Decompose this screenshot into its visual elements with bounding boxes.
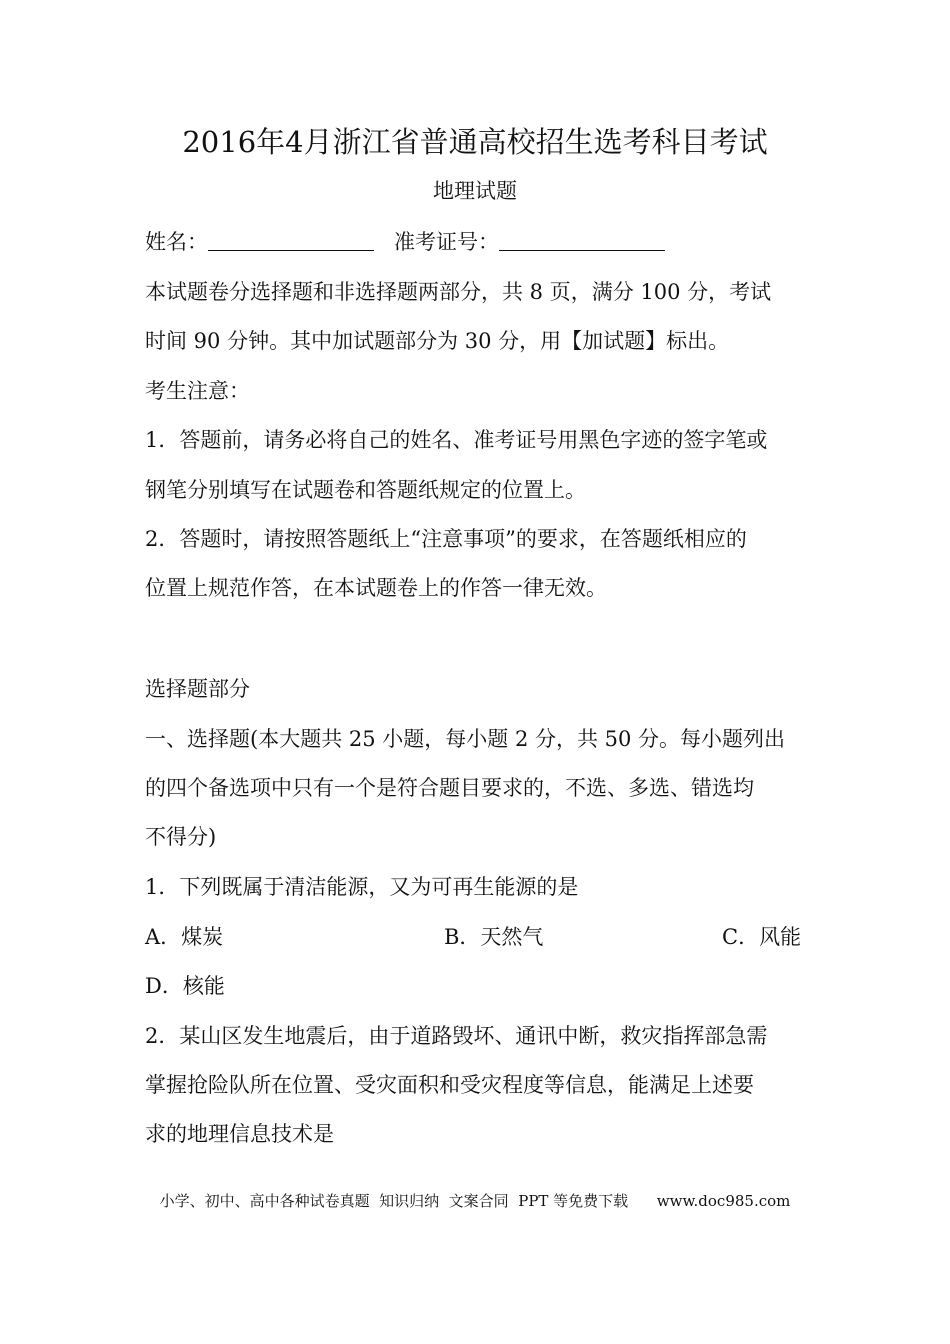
question-1: 1．下列既属于清洁能源，又为可再生能源的是 — [145, 875, 579, 899]
notice-item: 1．答题前，请务必将自己的姓名、准考证号用黑色字迹的签字笔或 — [145, 428, 768, 452]
page-footer: 小学、初中、高中各种试卷真题 知识归纳 文案合同 PPT 等免费下载 www.doc985.com — [159, 1192, 791, 1210]
notice-item: 钢笔分别填写在试题卷和答题纸规定的位置上。 — [145, 478, 586, 502]
intro-line: 时间 90 分钟。其中加试题部分为 30 分，用【加试题】标出。 — [145, 329, 730, 353]
notice-heading: 考生注意： — [145, 379, 250, 403]
option-c: C．风能 — [722, 925, 802, 949]
exam-title: 2016年4月浙江省普通高校招生选考科目考试 — [182, 125, 768, 159]
exam-id-blank — [499, 228, 665, 251]
name-blank — [208, 228, 374, 251]
option-b: B．天然气 — [444, 925, 544, 949]
exam-subtitle: 地理试题 — [433, 179, 517, 203]
question-2: 2．某山区发生地震后，由于道路毁坏、通讯中断，救灾指挥部急需 — [145, 1024, 768, 1048]
name-label: 姓名： — [145, 230, 208, 254]
intro-line: 本试题卷分选择题和非选择题两部分，共 8 页，满分 100 分，考试 — [145, 280, 772, 304]
option-a: A．煤炭 — [145, 925, 224, 949]
candidate-info-row — [145, 227, 805, 257]
question-2: 掌握抢险队所在位置、受灾面积和受灾程度等信息，能满足上述要 — [145, 1073, 754, 1097]
option-d: D．核能 — [145, 974, 225, 998]
notice-item: 2．答题时，请按照答题纸上“注意事项”的要求，在答题纸相应的 — [145, 527, 747, 551]
notice-item: 位置上规范作答，在本试题卷上的作答一律无效。 — [145, 576, 607, 600]
question-2: 求的地理信息技术是 — [145, 1122, 334, 1146]
exam-id-label: 准考证号： — [394, 230, 499, 254]
part-instructions: 不得分) — [145, 825, 217, 849]
part-instructions: 的四个备选项中只有一个是符合题目要求的，不选、多选、错选均 — [145, 776, 754, 800]
part-instructions: 一、选择题(本大题共 25 小题，每小题 2 分，共 50 分。每小题列出 — [145, 727, 786, 751]
section-title: 选择题部分 — [145, 677, 250, 701]
